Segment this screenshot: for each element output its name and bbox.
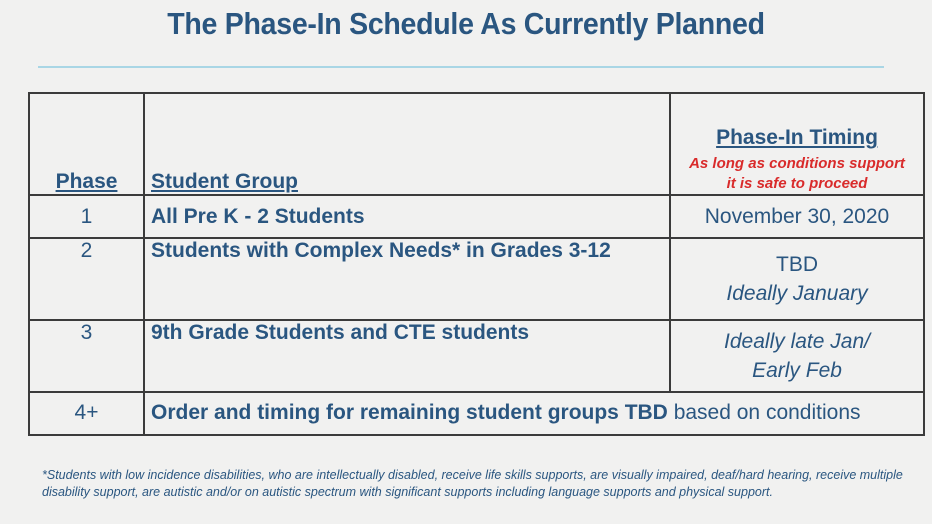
row-timing-line2: Early Feb: [752, 358, 842, 382]
row-student-group: 9th Grade Students and CTE students: [144, 320, 670, 392]
table-header-row: [29, 93, 924, 195]
row-timing-line1: November 30, 2020: [704, 204, 890, 228]
row-phase: 1: [29, 195, 144, 238]
header-phase: [29, 93, 144, 195]
row-group-regular-text: based on conditions: [667, 401, 861, 425]
row-student-group: All Pre K - 2 Students: [144, 195, 670, 238]
row-timing: [670, 238, 924, 319]
row-phase: 2: [29, 238, 144, 319]
phase-in-schedule-table: [28, 92, 925, 436]
header-student-group: [144, 93, 670, 195]
footnote: *Students with low incidence disabilities, who are intellectually disabled, receive life skills supports, are visually impaired, deaf/hard hearing, receive multiple disability support, are autistic and/or on autistic spectrum with significant supports including language supports and physical support.: [42, 468, 903, 499]
row-group-bold-text: Order and timing for remaining student groups TBD: [151, 401, 668, 425]
table-row: [29, 238, 924, 319]
title-divider: [38, 66, 884, 68]
row-phase: 4+: [29, 392, 144, 435]
header-timing-condition-line1: As long as conditions support: [689, 155, 905, 173]
header-phase-in-timing: [670, 93, 924, 195]
header-student-group-label: Student Group: [151, 170, 298, 194]
row-timing: [670, 195, 924, 238]
row-phase: 3: [29, 320, 144, 392]
row-timing-line1: TBD: [776, 253, 818, 277]
header-timing-condition-line2: it is safe to proceed: [726, 175, 868, 193]
page-title: The Phase-In Schedule As Currently Planned: [167, 6, 765, 41]
row-student-group-merged: [144, 392, 924, 435]
table-row: [29, 320, 924, 392]
header-timing-label: Phase-In Timing: [716, 126, 878, 150]
table-row: [29, 195, 924, 238]
table-row: [29, 392, 924, 435]
header-phase-label: Phase: [55, 170, 118, 194]
row-timing-line1: Ideally late Jan/: [724, 329, 870, 353]
row-student-group: Students with Complex Needs* in Grades 3-12: [144, 238, 670, 319]
row-timing-line2: Ideally January: [726, 282, 868, 306]
row-timing: [670, 320, 924, 392]
